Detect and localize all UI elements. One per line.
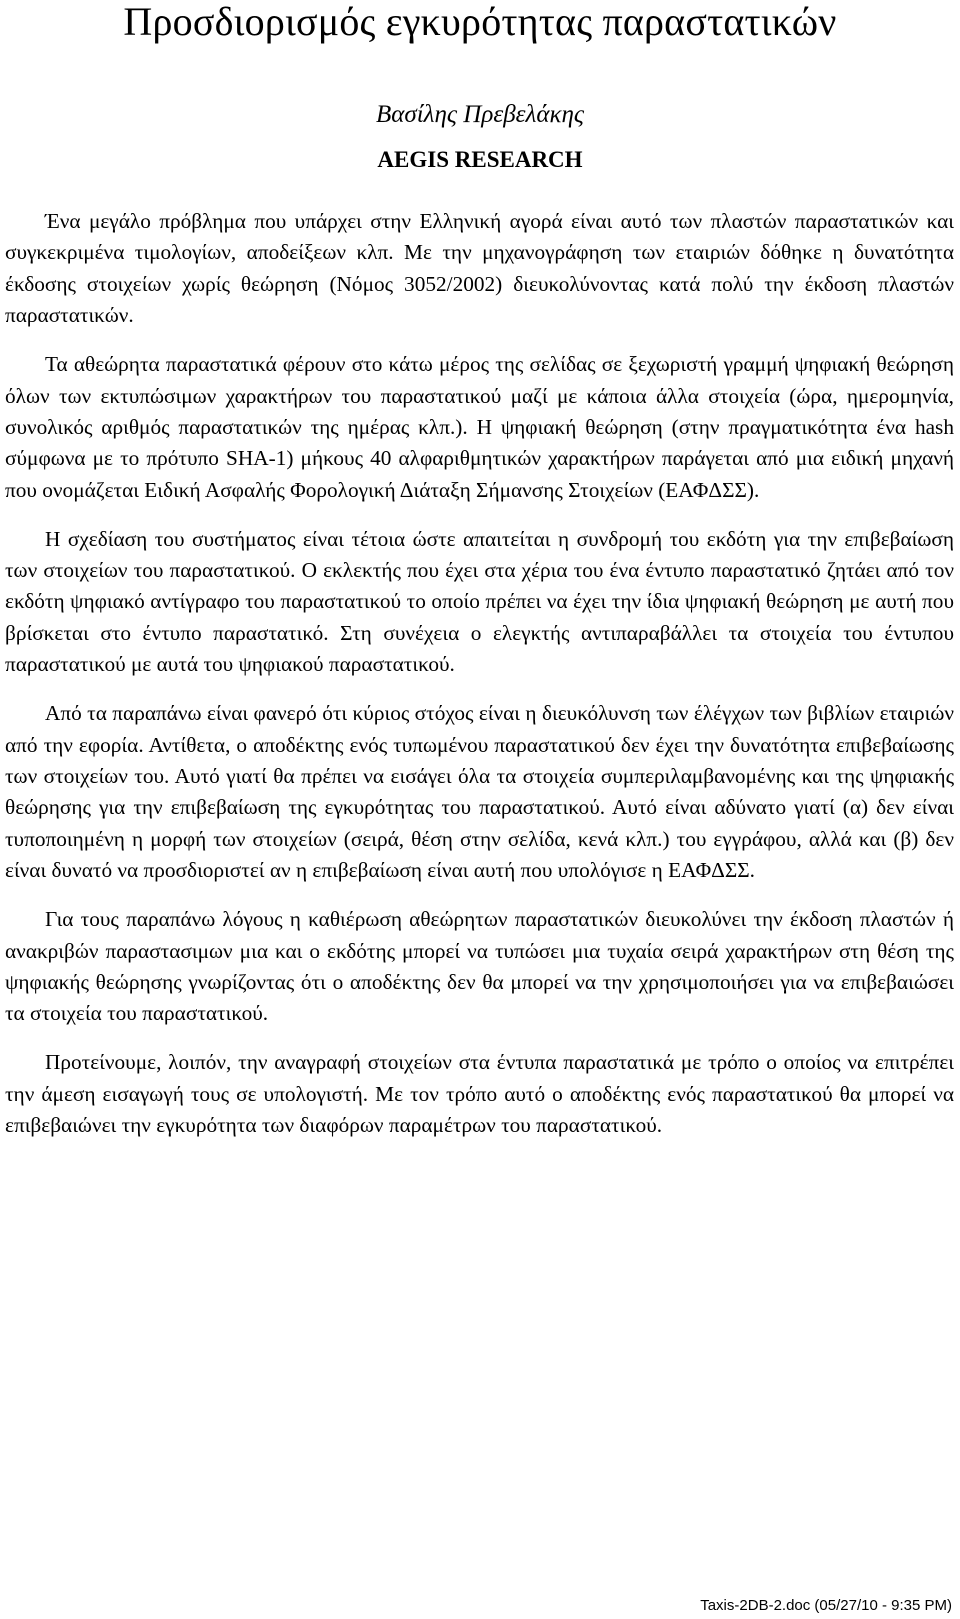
- page-title: Προσδιορισμός εγκυρότητας παραστατικών: [123, 0, 837, 44]
- page-footer: Taxis-2DB-2.doc (05/27/10 - 9:35 PM): [700, 1597, 952, 1614]
- paragraph-3: Η σχεδίαση του συστήματος είναι τέτοια ώστε απαιτείται η συνδρομή του εκδότη για την επιβεβαίωση των στοιχείων του παραστατικού. Ο εκλεκτής που έχει στα χέρια του ένα έντυπο παραστατικό ζητάει από τον εκδότη ψηφιακό αντίγραφο του παραστατικού το οποίο πρέπει να έχει την ίδια ψηφιακή θεώρηση με αυτή που βρίσκεται στο έντυπο παραστατικό. Στη συνέχεια ο ελεγκτής αντιπαραβάλλει τα στοιχεία του έντυπου παραστατικού με αυτά του ψηφιακού παραστατικού.: [5, 526, 954, 677]
- document-body: [5, 206, 954, 1141]
- organization-name: AEGIS RESEARCH: [377, 147, 583, 172]
- paragraph-1: Ένα μεγάλο πρόβλημα που υπάρχει στην Ελληνική αγορά είναι αυτό των πλαστών παραστατικών και συγκεκριμένα τιμολογίων, αποδείξεων κλπ. Με την μηχανογράφηση των εταιριών δόθηκε η δυνατότητα έκδοσης στοιχείων χωρίς θεώρηση (Νόμος 3052/2002) διευκολύνοντας κατά πολύ την έκδοση πλαστών παραστατικών.: [5, 209, 954, 328]
- paragraph-4: Από τα παραπάνω είναι φανερό ότι κύριος στόχος είναι η διευκόλυνση των έλέγχων των βιβλίων εταιριών από την εφορία. Αντίθετα, ο αποδέκτης ενός τυπωμένου παραστατικού δεν έχει την δυνατότητα επιβεβαίωσης των στοιχείων του. Αυτό γιατί θα πρέπει να εισάγει όλα τα στοιχεία συμπεριλαμβανομένης και της ψηφιακής θεώρησης για την επιβεβαίωση της εγκυρότητας του παραστατικού. Αυτό είναι αδύνατο γιατί (α) δεν είναι τυποποιημένη η μορφή των στοιχείων (σειρά, θέση στην σελίδα, κενά κλπ.) του εγγράφου, αλλά και (β) δεν είναι δυνατό να προσδιοριστεί αν η επιβεβαίωση είναι αυτή που υπολόγισε η ΕΑΦΔΣΣ.: [5, 701, 954, 883]
- author-name: Βασίλης Πρεβελάκης: [376, 101, 584, 128]
- paragraph-5: Για τους παραπάνω λόγους η καθιέρωση αθεώρητων παραστατικών διευκολύνει την έκδοση πλαστών ή ανακριβών παραστασιμων μια και ο εκδότης μπορεί να τυπώσει μια τυχαία σειρά χαρακτήρων στη θέση της ψηφιακής θεώρησης γνωρίζοντας ότι ο αποδέκτης δεν θα μπορεί να την χρησιμοποιήσει για να επιβεβαιώσει τα στοιχεία του παραστατικού.: [5, 907, 954, 1026]
- paragraph-6: Προτείνουμε, λοιπόν, την αναγραφή στοιχείων στα έντυπα παραστατικά με τρόπο ο οποίος να επιτρέπει την άμεση εισαγωγή τους σε υπολογιστή. Με τον τρόπο αυτό ο αποδέκτης ενός παραστατικού θα μπορεί να επιβεβαιώνει την εγκυρότητα των διαφόρων παραμέτρων του παραστατικού.: [5, 1050, 954, 1138]
- paragraph-2: Τα αθεώρητα παραστατικά φέρουν στο κάτω μέρος της σελίδας σε ξεχωριστή γραμμή ψηφιακή θεώρηση όλων των εκτυπώσιμων χαρακτήρων του παραστατικού μαζί με κάποια άλλα στοιχεία (ώρα, ημερομηνία, συνολικός αριθμός παραστατικών της ημέρας κλπ.). Η ψηφιακή θεώρηση (στην πραγματικότητα ένα hash σύμφωνα με το πρότυπο SHA-1) μήκους 40 αλφαριθμητικών χαρακτήρων παράγεται από μια ειδική μηχανή που ονομάζεται Ειδική Ασφαλής Φορολογική Διάταξη Σήμανσης Στοιχείων (ΕΑΦΔΣΣ).: [5, 352, 954, 502]
